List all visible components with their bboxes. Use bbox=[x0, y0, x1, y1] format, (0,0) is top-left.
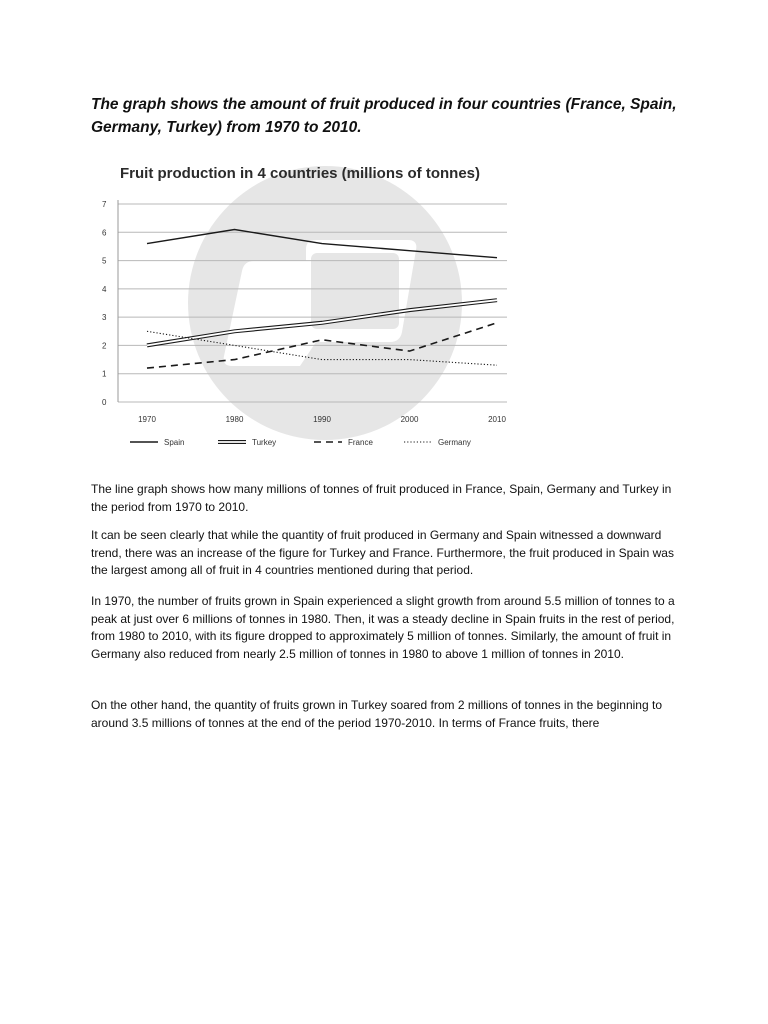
y-tick-label: 3 bbox=[102, 313, 107, 323]
legend-label-turkey: Turkey bbox=[252, 438, 277, 447]
x-tick-label: 1980 bbox=[225, 415, 244, 424]
paragraph-intro: The line graph shows how many millions of tonnes of fruit produced in France, Spain, Germany and Turkey in the period from 1970 to 2010. bbox=[91, 482, 672, 514]
task-prompt: The graph shows the amount of fruit produced in four countries (France, Spain, Germany, Turkey) from 1970 to 2010. bbox=[91, 96, 677, 136]
watermark-logo bbox=[188, 166, 462, 440]
x-tick-label: 1970 bbox=[138, 415, 156, 424]
x-tick-label: 2000 bbox=[400, 415, 419, 424]
legend-label-france: France bbox=[348, 438, 373, 447]
paragraph-overview: It can be seen clearly that while the quantity of fruit produced in Germany and Spain witnessed a downward trend, there was an increase of the figure for Turkey and France. Furthermore, the fruit produced in Spain was the largest among all of fruit in 4 countries mentioned during that period. bbox=[91, 528, 674, 577]
y-tick-label: 6 bbox=[102, 228, 107, 238]
y-tick-label: 4 bbox=[102, 284, 107, 294]
y-tick-label: 7 bbox=[102, 200, 107, 209]
legend bbox=[130, 438, 471, 447]
paragraph-body-2: On the other hand, the quantity of fruits grown in Turkey soared from 2 millions of tonnes in the beginning to around 3.5 millions of tonnes at the end of the period 1970-2010. In terms of France fruits, there bbox=[91, 698, 662, 730]
y-tick-label: 0 bbox=[102, 398, 107, 407]
line-chart bbox=[100, 150, 530, 465]
y-tick-label: 5 bbox=[102, 256, 107, 266]
x-tick-label: 2010 bbox=[488, 415, 506, 424]
paragraph-body-1: In 1970, the number of fruits grown in Spain experienced a slight growth from around 5.5 million of tonnes to a peak at just over 6 millions of tonnes in 1980. Then, it was a steady decline in Spain fruits in the rest of period, from 1980 to 2010, with its figure dropped to approximately 5 million of tonnes. Similarly, the amount of fruit in Germany also reduced from nearly 2.5 million of tonnes in 1980 to above 1 million of tonnes in 2010. bbox=[91, 594, 675, 661]
legend-label-spain: Spain bbox=[164, 438, 185, 447]
y-tick-label: 2 bbox=[102, 341, 107, 351]
chart-title: Fruit production in 4 countries (millions of tonnes) bbox=[120, 165, 480, 182]
x-tick-label: 1990 bbox=[313, 415, 331, 424]
legend-label-germany: Germany bbox=[438, 438, 471, 447]
y-tick-label: 1 bbox=[102, 369, 107, 379]
